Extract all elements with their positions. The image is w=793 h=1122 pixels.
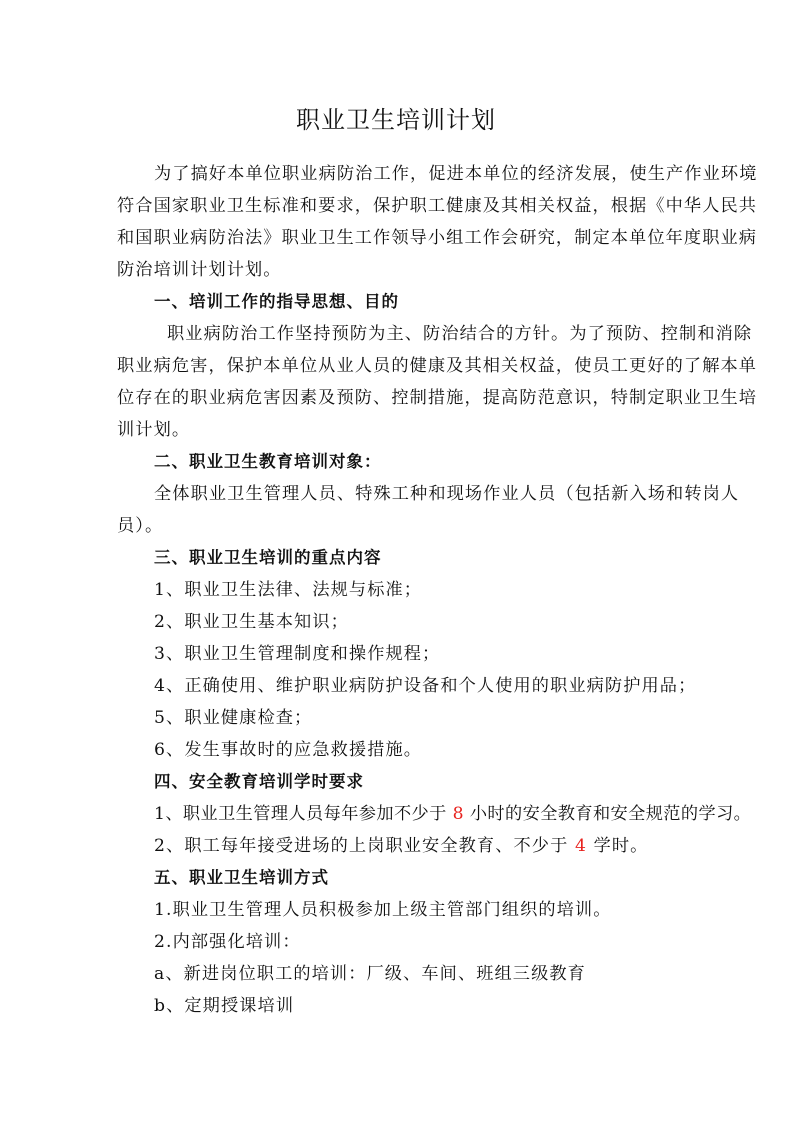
section-text: 训计划。: [117, 420, 191, 440]
section-text: 职业病危害，保护本单位从业人员的健康及其相关权益，使员工更好的了解本单: [117, 356, 758, 376]
list-item: [117, 836, 712, 856]
intro-line: 和国职业病防治法》职业卫生工作领导小组工作会研究，制定本单位年度职业病: [117, 228, 758, 248]
list-item: 5、职业健康检查；: [154, 708, 313, 728]
list-item: 3、职业卫生管理制度和操作规程；: [154, 644, 441, 664]
item-text: 小时的安全教育和安全规范的学习。: [469, 804, 752, 824]
section-text: 员）。: [117, 516, 164, 536]
list-item: 2.内部强化培训：: [154, 932, 301, 952]
section-text: 全体职业卫生管理人员、特殊工种和现场作业人员（包括新入场和转岗人: [154, 484, 740, 504]
item-text: 学时。: [593, 836, 649, 856]
list-item: b、定期授课培训: [154, 996, 295, 1016]
hours-value: 4: [574, 836, 587, 856]
list-item: 2、职业卫生基本知识；: [154, 612, 349, 632]
hours-value: 8: [452, 804, 464, 824]
list-item: 1.职业卫生管理人员积极参加上级主管部门组织的培训。: [154, 900, 612, 920]
intro-line: 防治培训计划计划。: [117, 260, 282, 280]
section-text: 位存在的职业病危害因素及预防、控制措施，提高防范意识，特制定职业卫生培: [117, 388, 758, 408]
list-item: 1、职业卫生法律、法规与标准；: [154, 580, 423, 600]
list-item: a、新进岗位职工的培训：厂级、车间、班组三级教育: [154, 964, 586, 984]
document-title: 职业卫生培训计划: [296, 106, 496, 134]
list-item: 6、发生事故时的应急救援措施。: [154, 740, 423, 760]
item-text: 1、职业卫生管理人员每年参加不少于: [154, 804, 447, 824]
list-item: 4、正确使用、维护职业病防护设备和个人使用的职业病防护用品；: [154, 676, 697, 696]
section-heading: 四、安全教育培训学时要求: [154, 772, 364, 791]
section-text: 职业病防治工作坚持预防为主、防治结合的方针。为了预防、控制和消除: [167, 324, 753, 344]
item-text: 2、职工每年接受进场的上岗职业安全教育、不少于: [154, 836, 569, 856]
section-heading: 三、职业卫生培训的重点内容: [154, 548, 382, 567]
section-heading: 五、职业卫生培训方式: [154, 868, 329, 887]
list-item: [117, 804, 752, 824]
intro-line: 符合国家职业卫生标准和要求，保护职工健康及其相关权益，根据《中华人民共: [117, 196, 758, 216]
intro-line: 为了搞好本单位职业病防治工作，促进本单位的经济发展，使生产作业环境: [154, 164, 758, 184]
section-heading: 一、培训工作的指导思想、目的: [154, 292, 399, 311]
section-heading: 二、职业卫生教育培训对象：: [154, 452, 382, 471]
